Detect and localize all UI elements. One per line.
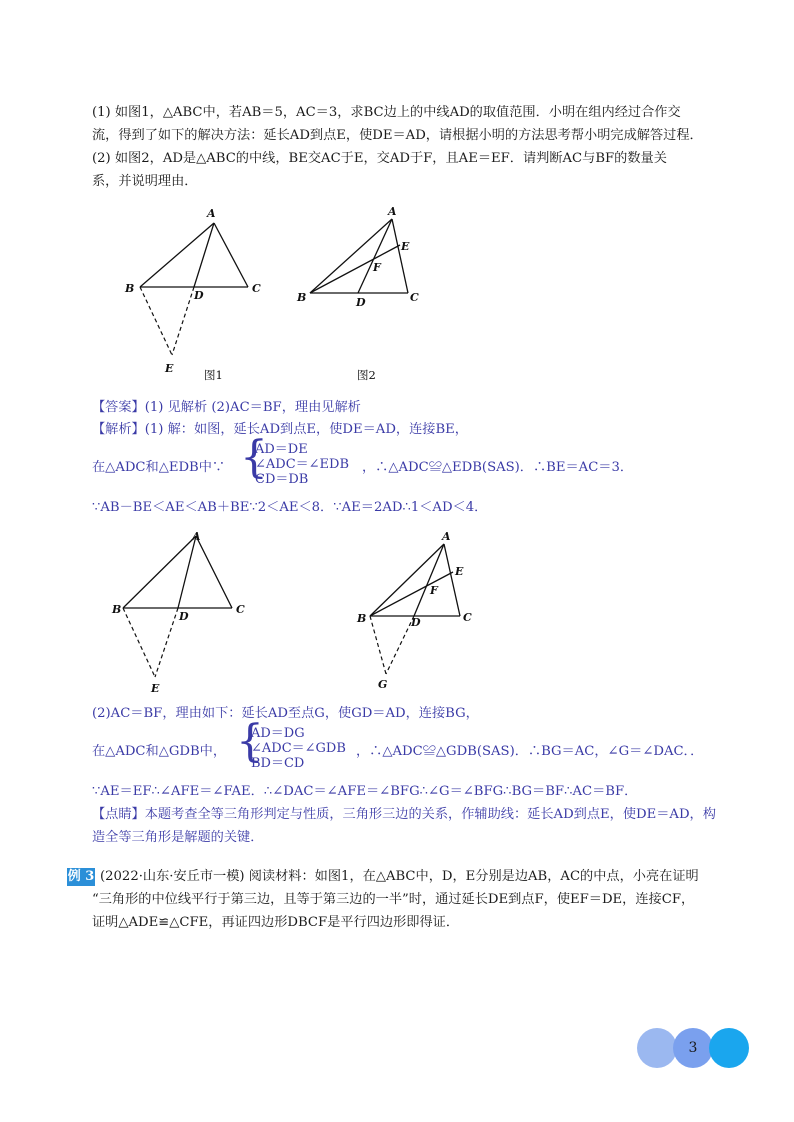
fig4-label-a: A [442,530,451,543]
fig2-label-d: D [356,296,366,309]
figure-3 [111,530,245,695]
figure-2 [296,205,419,382]
analysis-line-5-pre: 在△ADC和△GDB中， [92,744,227,759]
fig4-label-e: E [455,565,464,578]
analysis-line-5-post: ，∴△ADC≌△GDB(SAS)．∴BG＝AC，∠G＝∠DAC．． [356,744,704,759]
fig1-caption: 图1 [204,368,223,382]
fig2-label-f: F [373,261,381,274]
analysis-line-2-pre: 在△ADC和△EDB中∵ [92,460,226,475]
fig2-label-b: B [297,291,307,304]
fig2-label-a: A [388,205,397,218]
comment-tag: 【点睛】 [92,807,145,822]
case-2-2: ∠ADC＝∠GDB [251,741,346,756]
fig3-label-a: A [192,530,201,543]
brace-1: { [240,432,268,483]
fig3-label-d: D [179,610,189,623]
answer-line [92,399,361,417]
case-1-3: CD＝DB [255,472,309,487]
analysis-tag: 【解析】 [92,422,145,437]
example-line-2: “三角形的中位线平行于第三边，且等于第三边的一半”时，通过延长DE到点F，使EF＝DE，连接CF， [92,892,695,907]
analysis-text-1: (1) 解：如图，延长AD到点E，使DE＝AD，连接BE， [144,422,468,437]
fig4-label-g: G [378,678,388,691]
fig4-label-f: F [430,584,438,597]
fig4-label-b: B [357,612,367,625]
analysis-figures [0,522,794,702]
cases-1 [255,442,349,487]
page-number: 3 [688,1040,698,1056]
page-number-decoration [637,1028,749,1068]
analysis-line-6: ∵AE＝EF∴∠AFE＝∠FAE．∴∠DAC＝∠AFE＝∠BFG∴∠G＝∠BFG∴BG＝BF∴AC＝BF． [92,784,638,799]
comment-line-1 [92,806,716,824]
comment-line-2: 造全等三角形是解题的关键． [92,830,264,845]
fig1-label-c: C [252,282,261,295]
question-line-4: 系，并说明理由． [92,174,198,189]
fig3-label-b: B [112,603,122,616]
analysis-line-3: ∵AB－BE＜AE＜AB＋BE∵2＜AE＜8．∵AE＝2AD∴1＜AD＜4． [92,500,488,515]
page-circle-light [637,1028,677,1068]
analysis-line-2-post: ，∴△ADC≌△EDB(SAS)．∴BE＝AC＝3． [362,460,634,475]
fig3-label-e: E [151,682,160,695]
figure-4 [356,530,472,691]
example-line-1: (2022·山东·安丘市一模) 阅读材料：如图1，在△ABC中，D，E分别是边AB，AC的中点，小亮在证明 [100,869,699,884]
fig4-label-d: D [411,616,421,629]
case-2-3: BD＝CD [251,756,305,771]
example-line-3: 证明△ADE≌△CFE，再证四边形DBCF是平行四边形即得证． [92,915,460,930]
case-2-1: AD＝DG [251,726,305,741]
question-line-2: 流，得到了如下的解决方法：延长AD到点E，使DE＝AD，请根据小明的方法思考帮小明完成解答过程． [92,128,703,143]
fig1-label-a: A [207,207,216,220]
fig1-label-d: D [194,289,204,302]
analysis-line-1 [92,421,468,439]
brace-2: { [236,716,264,767]
fig1-label-b: B [125,282,135,295]
answer-tag: 【答案】 [92,400,145,415]
question-line-3: (2) 如图2，AD是△ABC的中线，BE交AC于E，交AD于F，且AE＝EF．请判断AC与BF的数量关 [92,151,667,166]
figure-1 [124,207,261,382]
fig4-label-c: C [463,611,472,624]
question-figures [0,195,794,395]
fig1-label-e: E [165,362,174,375]
fig2-label-c: C [410,291,419,304]
fig2-caption: 图2 [357,368,376,382]
example-badge: 例 3 [67,869,95,884]
case-1-2: ∠ADC＝∠EDB [255,457,350,472]
fig2-label-e: E [401,240,410,253]
cases-2 [251,726,346,771]
page-circle-dark [709,1028,749,1068]
case-1-1: AD＝DE [255,442,308,457]
answer-text: (1) 见解析 (2)AC＝BF，理由见解析 [144,400,361,415]
fig3-label-c: C [236,603,245,616]
comment-text-1: 本题考查全等三角形判定与性质，三角形三边的关系，作辅助线：延长AD到点E，使DE＝AD，构 [144,807,716,822]
question-line-1: (1) 如图1，△ABC中，若AB＝5，AC＝3，求BC边上的中线AD的取值范围．小明在组内经过合作交 [92,105,681,120]
analysis-line-4: (2)AC＝BF，理由如下：延长AD至点G，使GD＝AD，连接BG， [92,706,479,721]
